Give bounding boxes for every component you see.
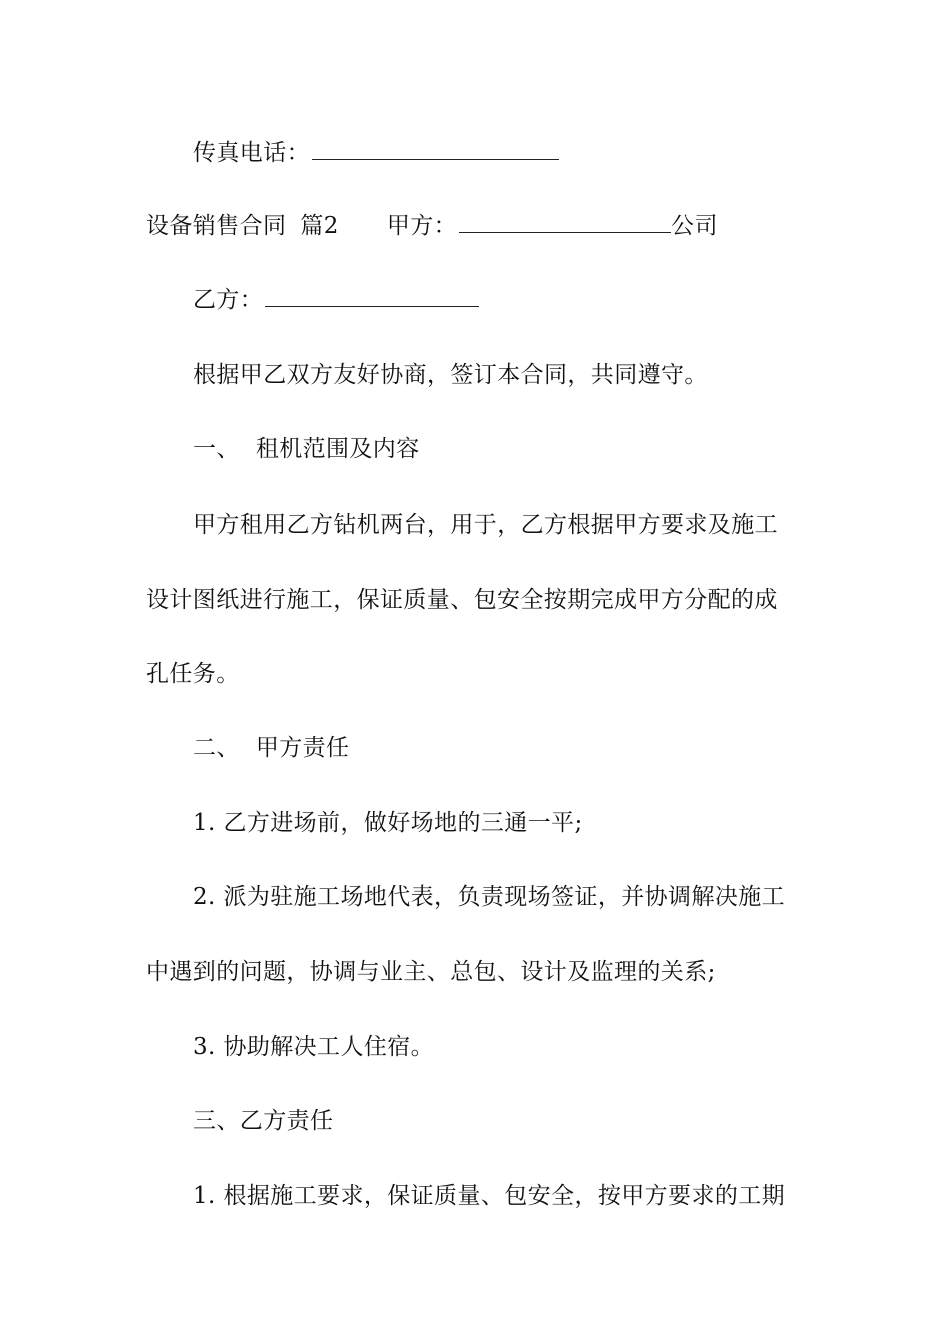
contract-header-line — [146, 211, 718, 241]
paragraph-line: 根据甲乙双方友好协商，签订本合同，共同遵守。 — [193, 362, 708, 388]
party-a-blank[interactable] — [459, 212, 671, 233]
paragraph-line: 孔任务。 — [146, 661, 240, 687]
section-number: 二、 — [193, 735, 240, 761]
list-item: 1. 根据施工要求，保证质量、包安全，按甲方要求的工期 — [193, 1183, 786, 1209]
paragraph-line: 中遇到的问题，协调与业主、总包、设计及监理的关系; — [146, 959, 716, 985]
paragraph-line: 设计图纸进行施工，保证质量、包安全按期完成甲方分配的成 — [146, 587, 778, 613]
party-a-suffix: 公司 — [671, 213, 718, 239]
fax-label: 传真电话： — [193, 140, 310, 166]
party-b-blank[interactable] — [265, 286, 479, 307]
paragraph-line: 甲方租用乙方钻机两台，用于，乙方根据甲方要求及施工 — [193, 512, 778, 538]
section-heading — [193, 733, 349, 763]
list-item: 3. 协助解决工人住宿。 — [193, 1034, 435, 1060]
fax-line — [193, 138, 559, 168]
contract-title: 设备销售合同 — [146, 213, 287, 239]
fax-blank[interactable] — [312, 139, 559, 160]
party-b-line — [193, 285, 479, 315]
contract-part: 篇2 — [300, 213, 339, 239]
party-a-label: 甲方： — [386, 213, 458, 239]
list-item: 1. 乙方进场前，做好场地的三通一平; — [193, 810, 583, 836]
party-b-label: 乙方： — [193, 287, 264, 313]
section-number: 一、 — [193, 436, 240, 462]
section-heading: 三、乙方责任 — [193, 1108, 334, 1134]
section-title: 租机范围及内容 — [255, 436, 420, 462]
section-heading — [193, 434, 420, 464]
section-title: 甲方责任 — [255, 735, 350, 761]
list-item: 2. 派为驻施工场地代表，负责现场签证，并协调解决施工 — [193, 884, 786, 910]
